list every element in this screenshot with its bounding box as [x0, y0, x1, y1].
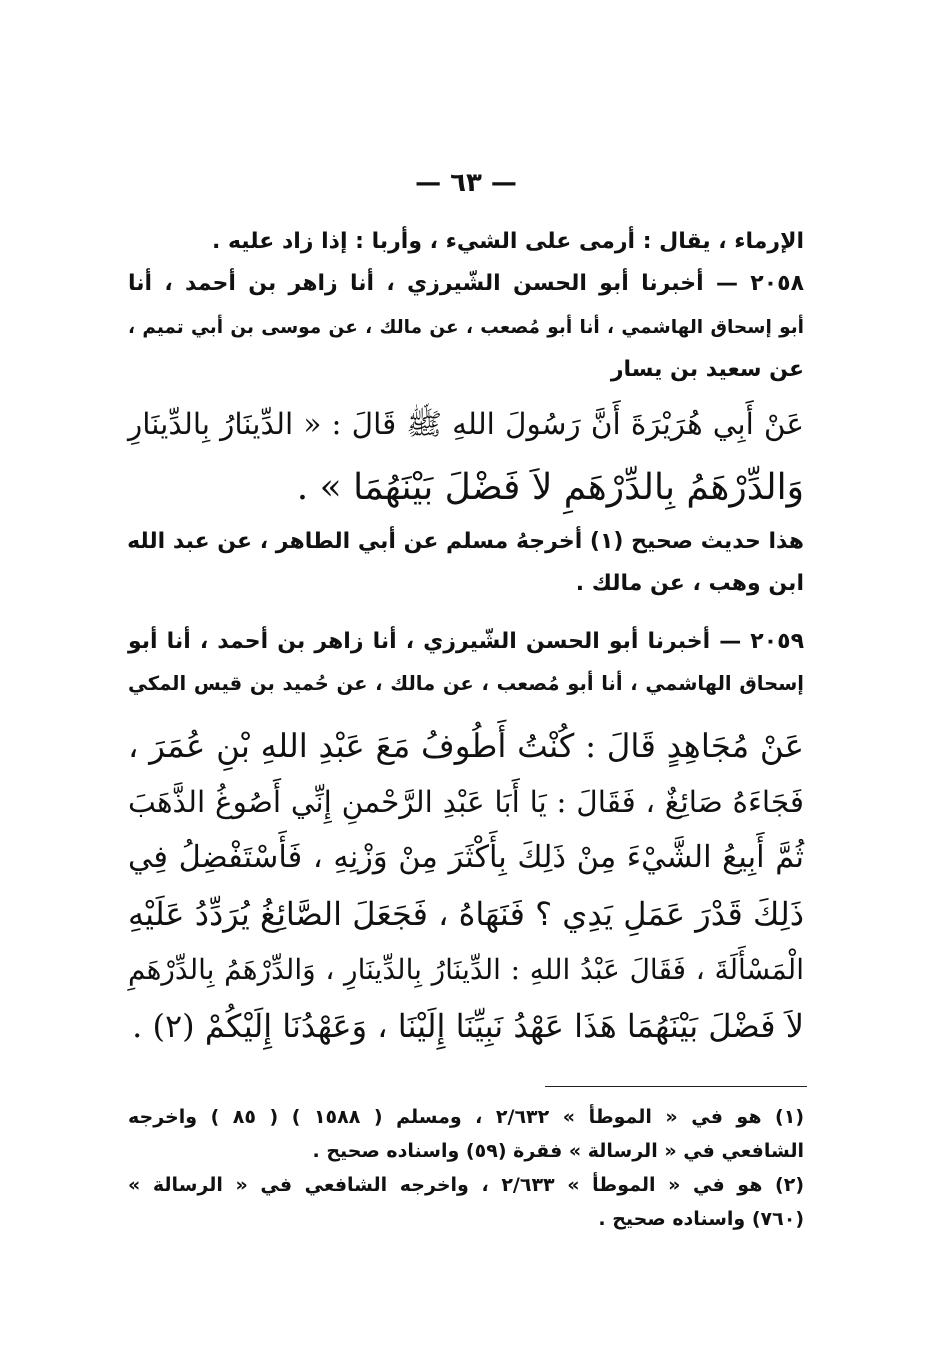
footnote-line: الشافعي في « الرسالة » فقرة (٥٩) واسناده صحيح .	[312, 1140, 804, 1162]
hadith-line: وَالدِّرْهَمُ بِالدِّرْهَمِ لاَ فَضْلَ بَيْنَهُمَا » .	[296, 467, 804, 508]
hadith-line: ذَلِكَ قَدْرَ عَمَلِ يَدِي ؟ فَنَهَاهُ ، فَجَعَلَ الصَّائِغُ يُرَدِّدُ عَلَيْهِ	[128, 895, 804, 933]
hadith-line: عَنْ مُجَاهِدٍ قَالَ : كُنْتُ أَطُوفُ مَعَ عَبْدِ اللهِ بْنِ عُمَرَ ،	[128, 727, 804, 765]
text-line: ابن وهب ، عن مالك .	[575, 571, 804, 596]
text-line: ٢٠٥٨ — أخبرنا أبو الحسن الشّيرزي ، أنا زاهر بن أحمد ، أنا	[128, 271, 804, 296]
text-line: هذا حديث صحيح (١) أخرجهُ مسلم عن أبي الطاهر ، عن عبد الله	[127, 529, 804, 554]
hadith-line: فَجَاءَهُ صَائِغٌ ، فَقَالَ : يَا أَبَا عَبْدِ الرَّحْمنِ إِنِّي أَصُوغُ الذَّهَبَ	[128, 785, 804, 819]
footnote-line: (١) هو في « الموطأ » ٢/٦٣٢ ، ومسلم ( ١٥٨٨ ) ( ٨٥ ) واخرجه	[128, 1106, 805, 1128]
footnote-line: (٢) هو في « الموطأ » ٢/٦٣٣ ، واخرجه الشافعي في « الرسالة »	[128, 1174, 804, 1196]
hadith-line: الْمَسْأَلَةَ ، فَقَالَ عَبْدُ اللهِ : الدِّينَارُ بِالدِّينَارِ ، وَالدِّرْهَمُ بِالدِّرْهَمِ	[128, 953, 804, 986]
text-line: الإرماء ، يقال : أرمى على الشيء ، وأربا : إذا زاد عليه .	[211, 229, 804, 254]
hadith-line: لاَ فَضْلَ بَيْنَهُمَا هَذَا عَهْدُ نَبِيِّنَا إِلَيْنَا ، وَعَهْدُنَا إِلَيْكُمْ (٢) .	[132, 1007, 804, 1045]
footnote-line: (٧٦٠) واسناده صحيح .	[598, 1208, 804, 1230]
text-line: ٢٠٥٩ — أخبرنا أبو الحسن الشّيرزي ، أنا زاهر بن أحمد ، أنا أبو	[128, 629, 804, 654]
hadith-line: عَنْ أَبِي هُرَيْرَةَ أَنَّ رَسُولَ اللهِ ﷺ قَالَ : « الدِّينَارُ بِالدِّينَارِ	[128, 407, 804, 441]
footnote-separator	[545, 1086, 807, 1087]
hadith-line: ثُمَّ أَبِيعُ الشَّيْءَ مِنْ ذَلِكَ بِأَكْثَرَ مِنْ وَزْنِهِ ، فَأَسْتَفْضِلُ فِي	[128, 840, 804, 875]
page-number: — ٦٣ —	[415, 168, 517, 198]
text-line: إسحاق الهاشمي ، أنا أبو مُصعب ، عن مالك ، عن حُميد بن قيس المكي	[128, 672, 804, 695]
text-line: عن سعيد بن يسار	[610, 357, 804, 382]
text-line: أبو إسحاق الهاشمي ، أنا أبو مُصعب ، عن مالك ، عن موسى بن أبي تميم ،	[128, 317, 804, 338]
